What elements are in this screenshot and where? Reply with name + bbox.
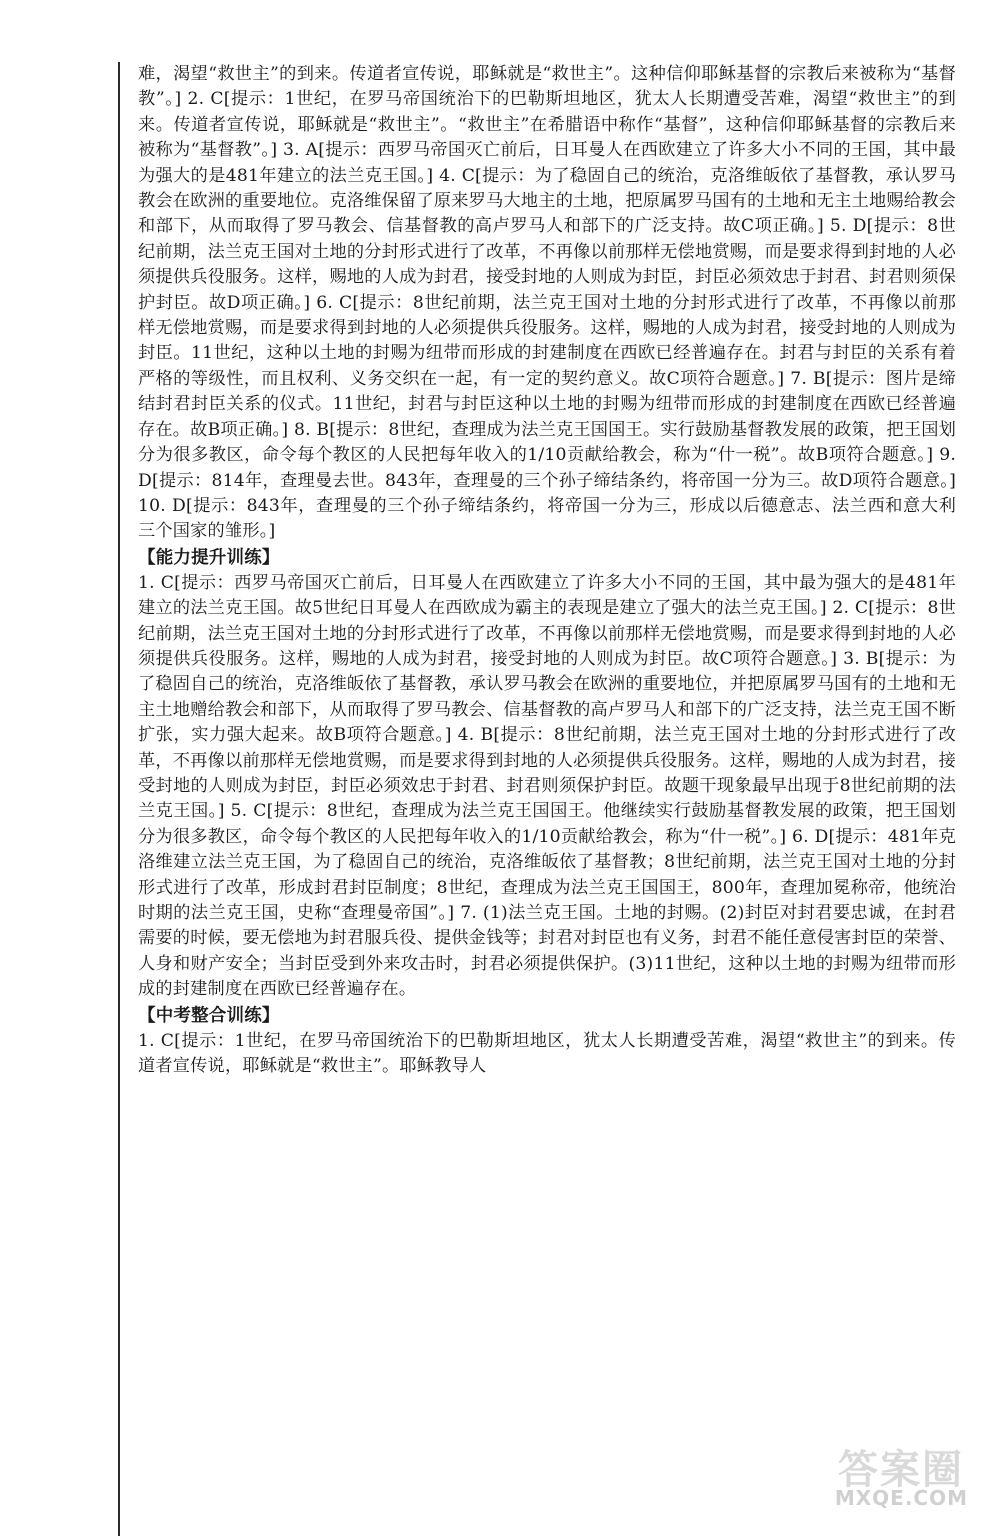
watermark-logo <box>826 1438 976 1510</box>
section-heading-ability: 【能力提升训练】 <box>138 547 280 568</box>
answer-paragraph-3: 1. C[提示：1世纪，在罗马帝国统治下的巴勒斯坦地区，犹太人长期遭受苦难，渴望“救世主”的到来。传道者宣传说，耶稣就是“救世主”。耶稣教导人 <box>138 1030 956 1077</box>
section-heading-exam: 【中考整合训练】 <box>138 1005 280 1026</box>
left-margin-rule <box>118 62 120 1536</box>
answer-text-column <box>138 62 956 1079</box>
watermark-url-text: MXQE.COM <box>834 1486 968 1510</box>
answer-paragraph-1: 难，渴望“救世主”的到来。传道者宣传说，耶稣就是“救世主”。这种信仰耶稣基督的宗教后来被称为“基督教”。] 2. C[提示：1世纪，在罗马帝国统治下的巴勒斯坦地区，犹太人长期遭受苦难，渴望“救世主”的到来。传道者宣传说，耶稣就是“救世主”。“救世主”在希腊语中称作“基督”，这种信仰耶稣基督的宗教后来被称为“基督教”。] 3. A[提示：西罗马帝国灭亡前后，日耳曼人在西欧建立了许多大小不同的王国，其中最为强大的是481年建立的法兰克王国。] 4. C[提示：为了稳固自己的统治，克洛维皈依了基督教，承认罗马教会在欧洲的重要地位。克洛维保留了原来罗马大地主的土地，把原属罗马国有的土地和无主土地赐给教会和部下，从而取得了罗马教会、信基督教的高卢罗马人和部下的广泛支持。故C项正确。] 5. D[提示：8世纪前期，法兰克王国对土地的分封形式进行了改革，不再像以前那样无偿地赏赐，而是要求得到封地的人必须提供兵役服务。这样，赐地的人成为封君，接受封地的人则成为封臣，封臣必须效忠于封君、封君则须保护封臣。故D项正确。] 6. C[提示：8世纪前期，法兰克王国对土地的分封形式进行了改革，不再像以前那样无偿地赏赐，而是要求得到封地的人必须提供兵役服务。这样，赐地的人成为封君，接受封地的人则成为封臣。11世纪，这种以土地的封赐为纽带而形成的封建制度在西欧已经普遍存在。封君与封臣的关系有着严格的等级性，而且权利、义务交织在一起，有一定的契约意义。故C项符合题意。] 7. B[提示：图片是缔结封君封臣关系的仪式。11世纪，封君与封臣这种以土地的封赐为纽带而形成的封建制度在西欧已经普遍存在。故B项正确。] 8. B[提示：8世纪，查理成为法兰克王国国王。实行鼓励基督教发展的政策，把王国划分为很多教区，命令每个教区的人民把每年收入的1/10贡献给教会，称为“什一税”。故B项符合题意。] 9. D[提示：814年，查理曼去世。843年，查理曼的三个孙子缔结条约，将帝国一分为三。故D项符合题意。] 10. D[提示：843年，查理曼的三个孙子缔结条约，将帝国一分为三，形成以后德意志、法兰西和意大利三个国家的雏形。] <box>138 64 956 542</box>
watermark-top-text: 答案圈 <box>838 1447 964 1493</box>
answer-paragraph-2: 1. C[提示：西罗马帝国灭亡前后，日耳曼人在西欧建立了许多大小不同的王国，其中最为强大的是481年建立的法兰克王国。故5世纪日耳曼人在西欧成为霸主的表现是建立了强大的法兰克王国。] 2. C[提示：8世纪前期，法兰克王国对土地的分封形式进行了改革，不再像以前那样无偿地赏赐，而是要求得到封地的人必须提供兵役服务。这样，赐地的人成为封君，接受封地的人则成为封臣。故C项符合题意。] 3. B[提示：为了稳固自己的统治，克洛维皈依了基督教，承认罗马教会在欧洲的重要地位，并把原属罗马国有的土地和无主土地赠给教会和部下，从而取得了罗马教会、信基督教的高卢罗马人和部下的广泛支持，法兰克王国不断扩张，实力强大起来。故B项符合题意。] 4. B[提示：8世纪前期，法兰克王国对土地的分封形式进行了改革，不再像以前那样无偿地赏赐，而是要求得到封地的人必须提供兵役服务。这样，赐地的人成为封君，接受封地的人则成为封臣，封臣必须效忠于封君、封君则须保护封臣。故题干现象最早出现于8世纪前期的法兰克王国。] 5. C[提示：8世纪，查理成为法兰克王国国王。他继续实行鼓励基督教发展的政策，把王国划分为很多教区，命令每个教区的人民把每年收入的1/10贡献给教会，称为“什一税”。] 6. D[提示：481年克洛维建立法兰克王国，为了稳固自己的统治，克洛维皈依了基督教；8世纪前期，法兰克王国对土地的分封形式进行了改革，形成封君封臣制度；8世纪，查理成为法兰克王国国王，800年，查理加冕称帝，他统治时期的法兰克王国，史称“查理曼帝国”。] 7. (1)法兰克王国。土地的封赐。(2)封臣对封君要忠诚，在封君需要的时候，要无偿地为封君服兵役、提供金钱等；封君对封臣也有义务，封君不能任意侵害封臣的荣誉、人身和财产安全；当封臣受到外来攻击时，封君必须提供保护。(3)11世纪，这种以土地的封赐为纽带而形成的封建制度在西欧已经普遍存在。 <box>138 572 956 1000</box>
